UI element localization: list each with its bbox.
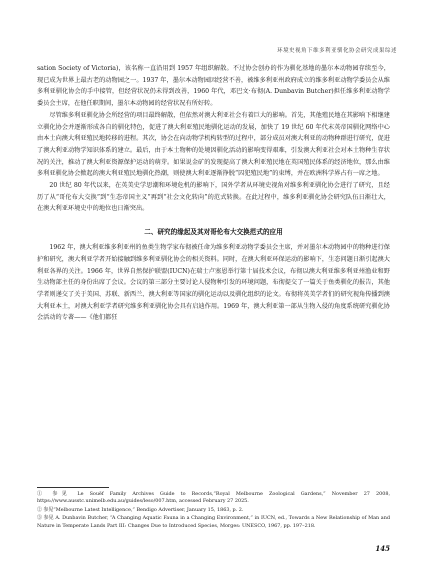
paragraph-section-body: 1962 年，澳大利亚维多利亚州的鱼类生物学家布彻被任命为维多利亚动物学委员会主席，并对墨尔本动物园中的物种进行保护和研究，澳大利亚学者开始接触到维多利亚驯化协会的相关资料。同时，在澳大利亚环保运动的影响下，生态问题日渐引起澳大利亚各界的关注。1966 年，世界自然保护联盟(IUCN)在瑞士卢塞恩举行第十届技术会议，布彻以澳大利亚维多利亚州渔业和野生动物部主任的身份出席了会议。会议的第三部分主要讨论人侵物种引发的环境问题，布彻提交了一篇关于鱼类驯化的报告，其他学者则递交了关于美国、苏联、新西兰、澳大利亚等国家的驯化运动以及驯化组织的论文。布彻将英美学者们的研究视角传播到澳大利亚本土，对澳大利亚学者研究维多利亚驯化协会具有启迪作用。1969 年，澳大利亚第一部从生物入侵的角度系统研究驯化协会活动的专著——《他们都狂 bbox=[37, 244, 390, 322]
page-number: 145 bbox=[375, 544, 390, 553]
footnote: ① 参见 Le Souëf Family Archives Guide to Records,“Royal Melbourne Zoological Gardens,” November 27 2008, https://www.ausstc.unimelb.edu.au/guides/leso/007.htm, accessed February 27 2025. bbox=[37, 491, 390, 505]
footnote-divider bbox=[37, 487, 109, 488]
paragraph-research-overview: 20 世纪 80 年代以来，在英美史学思潮和环境危机的影响下，国外学者从环境史视角对维多利亚驯化协会进行了研究，且经历了从“哥伦布大交换”到“生态帝国主义”再到“社会文化转向”的范式转换。在此过程中，维多利亚驯化协会研究队伍日渐壮大，在澳大利亚环境史中的地位也日渐突出。 bbox=[37, 182, 390, 213]
paragraph-continuation: sation Society of Victoria)，该名称一直沿用到 1957 年组织解散。不过协会创办的作为驯化基地的墨尔本动物园存续至今，现已成为世界上最古老的动物园之一。1937 年，墨尔本动物园因经营不善，被维多利亚州政府成立的维多利亚动物学委员会从维多利亚驯化协会的手中接管，但经营状况仍未得到改善，1960 年代，邓巴文·布彻(A. Dunbavin Butcher)担任维多利亚动物学委员会主席，在他任职期间，墨尔本动物园的经营状况有所好转。 bbox=[37, 65, 390, 108]
running-head: 环境史视角下维多利亚驯化协会研究成果综述 bbox=[277, 48, 397, 54]
footnote: ③ 参见 A. Dunbavin Butcher, “A Changing Aquatic Fauna in a Changing Environment,” in IUCN, ed., Towards a New Relationship of Man and Nature in Temperate Lands Part III: Changes Due to Introduced Species, Morges: UNESCO, 1967, pp. 197–218. bbox=[37, 515, 390, 529]
footnotes bbox=[37, 491, 390, 531]
paragraph-influence: 尽管维多利亚驯化协会所经营的项目最终解散，但依然对澳大利亚社会有着巨大的影响。首先，其他殖民地在其影响下相继建立驯化协会并逐渐形成各自的驯化特色，促进了澳大利亚殖民地驯化运动的发展，加快了 19 世纪 60 年代末英帝国驯化网络中心由本土向澳大利亚殖民地转移的进程。其次，协会在向动物学机构转型的过程中，部分成员对澳大利亚的动物种群进行研究，促进了澳大利亚动物学知识体系的建立。最后，由于本土物种的处境因驯化活动的影响变得艰难，引发澳大利亚社会对本土物种生存状况的关注，推动了澳大利亚资源保护运动的萌芽。如果说金矿的发现提高了澳大利亚殖民地在英国殖民体系的经济地位，那么由维多利亚驯化协会掀起的澳大利亚殖民地驯化热潮，则使澳大利亚逐渐挣脱“囚犯殖民地”的束缚，并在欧洲科学界占有一席之地。 bbox=[37, 111, 390, 178]
article-body bbox=[37, 63, 390, 324]
footnote: ② 参见“Melbourne Latest Intelligence,” Bendigo Advertiser, January 15, 1863, p. 2. bbox=[37, 506, 244, 513]
section-heading: 二、研究的缘起及其对哥伦布大交换范式的应用 bbox=[144, 228, 283, 237]
